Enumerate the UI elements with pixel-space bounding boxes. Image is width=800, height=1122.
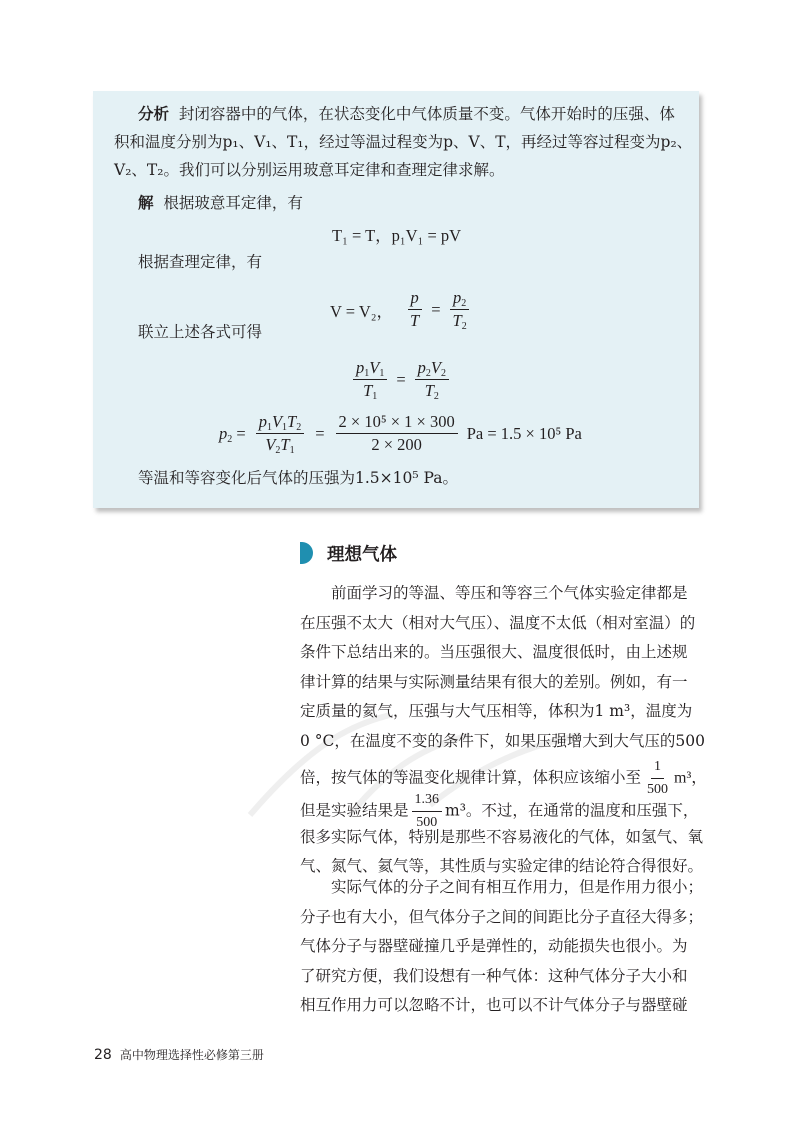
analysis-label: 分析 (138, 105, 170, 123)
equation-4: $p_2$ = $\frac{p_1V_1T_2}{V_2T_1}$ = $\frac{\text{2 × 10⁵ × 1 × 300}}{2 \times 200}$ Pa = 1.5 × 10⁵ Pa (219, 412, 582, 456)
p1-unit-2: m³。不过，在通常的温度和压强下， (445, 801, 699, 820)
p2-line-2: 分子也有大小，但气体分子之间的间距比分子直径大得多； (300, 907, 704, 926)
equation-1: T₁ = T，p₁V₁ = pV (332, 226, 462, 245)
solution-step-1: 根据玻意耳定律，有 (163, 194, 303, 212)
p1-line-9: 很多实际气体，特别是那些不容易液化的气体，如氢气、氧 (300, 827, 704, 846)
p1-line-7 (300, 757, 708, 797)
p2-line-4: 了研究方便，我们设想有一种气体：这种气体分子大小和 (300, 966, 688, 985)
solution-conclusion: 等温和等容变化后气体的压强为1.5×10⁵ Pa。 (138, 469, 458, 487)
section-marker-icon (300, 542, 313, 564)
paragraph-1 (300, 579, 706, 882)
p1-line-8 (300, 790, 706, 830)
section-heading (300, 538, 397, 568)
p1-line-8-text: 但是实验结果是 (300, 801, 409, 820)
frac2-num: 1.36 (412, 790, 443, 812)
p1-line-3: 条件下总结出来的。当压强很大、温度很低时，由上述规 (300, 643, 688, 662)
p1-line-5: 定质量的氦气，压强与大气压相等，体积为1 m³，温度为 (300, 702, 693, 721)
page-footer (94, 1046, 264, 1063)
fraction-p-over-t: $\frac{p}{T}$ (407, 288, 422, 331)
frac1-den: 500 (647, 781, 669, 797)
p1-line-1: 前面学习的等温、等压和等容三个气体实验定律都是 (331, 584, 688, 602)
p1-unit-1: m³， (674, 769, 708, 787)
frac2-den: 500 (416, 814, 438, 830)
page-number: 28 (94, 1047, 112, 1063)
p1-line-7-text: 倍，按气体的等温变化规律计算，体积应该缩小至 (300, 768, 642, 787)
book-title: 高中物理选择性必修第三册 (119, 1048, 264, 1062)
equation-2: V = V₂， $\frac{p}{T}$ = $\frac{p_2}{T_2}$ (330, 288, 473, 331)
analysis-line-2: 积和温度分别为p₁、V₁、T₁，经过等温过程变为p、V、T，再经过等容过程变为p₂、 (114, 133, 693, 151)
p1-line-6: 0 °C，在温度不变的条件下，如果压强增大到大气压的500 (300, 731, 705, 750)
equation-2-left: V = V₂， (330, 301, 394, 321)
p1-line-4: 律计算的结果与实际测量结果有很大的差别。例如，有一 (300, 672, 688, 691)
analysis-line-3: V₂、T₂。我们可以分别运用玻意耳定律和查理定律求解。 (114, 161, 505, 179)
p1-line-10: 气、氮气、氦气等，其性质与实验定律的结论符合得很好。 (300, 857, 704, 876)
solution-step-3: 联立上述各式可得 (138, 323, 263, 341)
solution-line-1 (138, 191, 303, 215)
solution-step-2: 根据查理定律，有 (138, 253, 263, 271)
paragraph-2 (300, 873, 706, 1021)
analysis-line-1 (138, 102, 675, 126)
frac1-num: 1 (651, 757, 664, 779)
fraction-numeric-den: 2 × 200 (371, 435, 422, 454)
p2-line-3: 气体分子与器壁碰撞几乎是弹性的，动能损失也很小。为 (300, 937, 688, 956)
section-title: 理想气体 (327, 544, 397, 565)
solution-label: 解 (138, 194, 154, 212)
fraction-p2-over-t2: $\frac{p_2}{T_2}$ (450, 288, 470, 331)
fraction-p1v1-over-t1: $\frac{p_1V_1}{T_1}$ (353, 358, 387, 401)
fraction-p2v2-over-t2: $\frac{p_2V_2}{T_2}$ (415, 358, 449, 401)
equation-3: $\frac{p_1V_1}{T_1}$ = $\frac{p_2V_2}{T_2}$ (350, 358, 452, 401)
fraction-p1v1t2-over-v2t1: $\frac{p_1V_1T_2}{V_2T_1}$ (256, 412, 305, 455)
p2-line-5: 相互作用力可以忽略不计，也可以不计气体分子与器壁碰 (300, 996, 688, 1015)
fraction-numeric (336, 412, 458, 455)
p2-line-1: 实际气体的分子之间有相互作用力，但是作用力很小； (331, 878, 704, 896)
p1-line-2: 在压强不太大（相对大气压）、温度不太低（相对室温）的 (300, 613, 696, 632)
analysis-text-1: 封闭容器中的气体，在状态变化中气体质量不变。气体开始时的压强、体 (178, 105, 675, 123)
fraction-numeric-num: 2 × 10⁵ × 1 × 300 (336, 412, 458, 434)
equation-4-result: Pa = 1.5 × 10⁵ Pa (466, 423, 582, 443)
